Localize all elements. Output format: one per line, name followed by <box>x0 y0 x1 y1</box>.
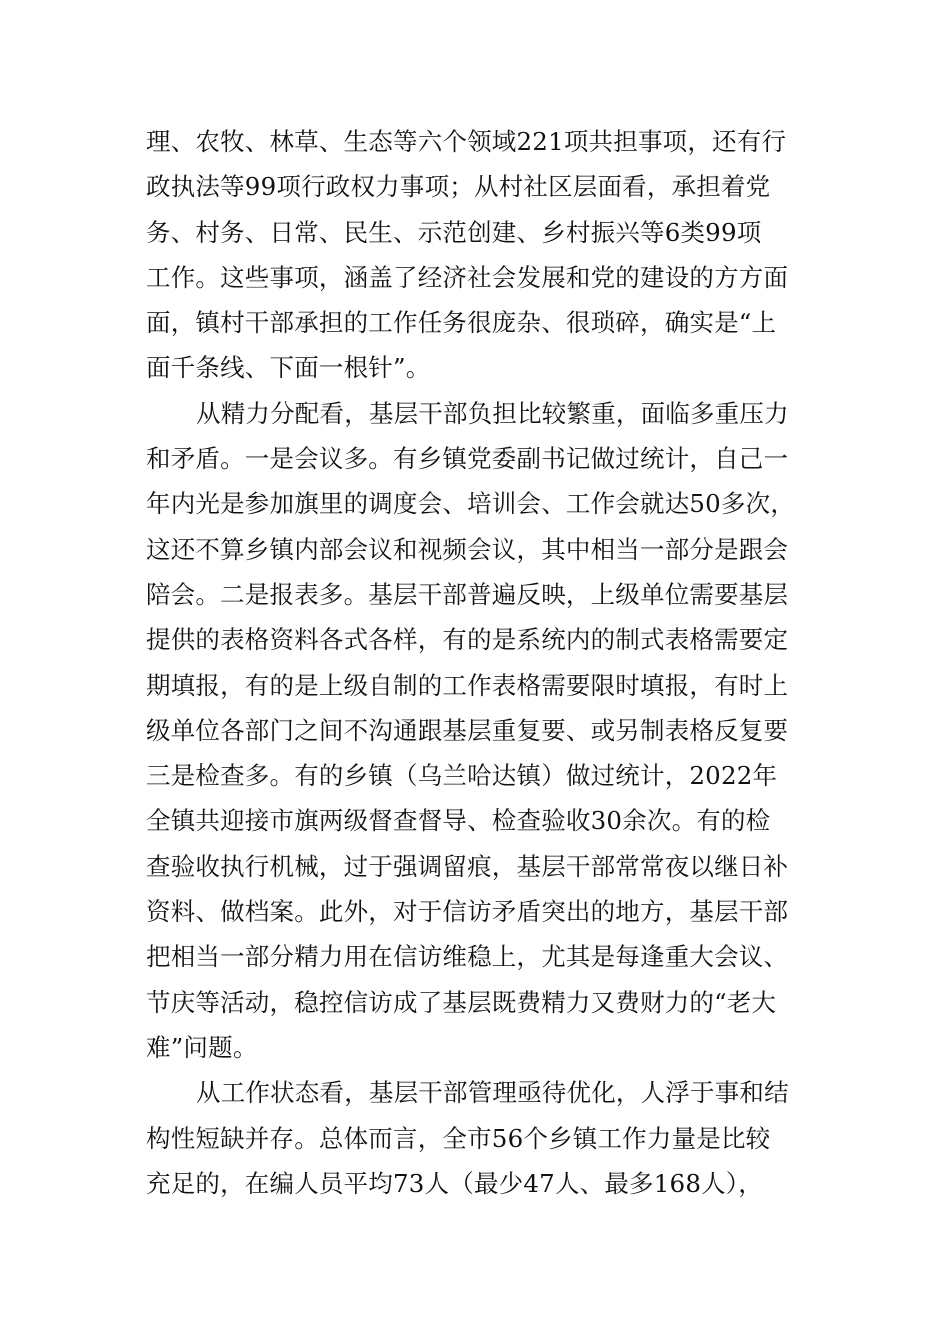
text-line: 查验收执行机械，过于强调留痕，基层干部常常夜以继日补 <box>146 851 789 881</box>
text-line: 难”问题。 <box>146 1032 258 1062</box>
text-line: 从工作状态看，基层干部管理亟待优化，人浮于事和结 <box>196 1078 789 1108</box>
text-line: 充足的，在编人员平均73人（最少47人、最多168人）， <box>146 1168 763 1198</box>
text-line: 节庆等活动，稳控信访成了基层既费精力又费财力的“老大 <box>146 987 777 1017</box>
text-line: 从精力分配看，基层干部负担比较繁重，面临多重压力 <box>196 398 789 428</box>
text-line: 工作。这些事项，涵盖了经济社会发展和党的建设的方方面 <box>146 262 789 292</box>
text-line: 全镇共迎接市旗两级督查督导、检查验收30余次。有的检 <box>146 806 771 836</box>
text-line: 务、村务、日常、民生、示范创建、乡村振兴等6类99项 <box>146 217 762 247</box>
text-line: 和矛盾。一是会议多。有乡镇党委副书记做过统计，自己一 <box>146 444 789 474</box>
paragraph-1 <box>146 119 810 391</box>
paragraph-3 <box>146 1070 810 1206</box>
text-line: 面千条线、下面一根针”。 <box>146 353 431 383</box>
text-line: 年内光是参加旗里的调度会、培训会、工作会就达50多次， <box>146 489 796 519</box>
paragraph-2 <box>146 391 810 1070</box>
text-line: 理、农牧、林草、生态等六个领域221项共担事项，还有行 <box>146 127 787 156</box>
text-line: 构性短缺并存。总体而言，全市56个乡镇工作力量是比较 <box>146 1123 771 1153</box>
document-page <box>146 119 810 1206</box>
text-line: 把相当一部分精力用在信访维稳上，尤其是每逢重大会议、 <box>146 942 789 972</box>
text-line: 政执法等99项行政权力事项；从村社区层面看，承担着党 <box>146 172 771 202</box>
text-line: 级单位各部门之间不沟通跟基层重复要、或另制表格反复要 <box>146 715 789 745</box>
text-line: 这还不算乡镇内部会议和视频会议，其中相当一部分是跟会 <box>146 534 789 564</box>
text-line: 期填报，有的是上级自制的工作表格需要限时填报，有时上 <box>146 670 789 700</box>
text-line: 提供的表格资料各式各样，有的是系统内的制式表格需要定 <box>146 625 789 655</box>
text-line: 资料、做档案。此外，对于信访矛盾突出的地方，基层干部 <box>146 897 789 927</box>
text-line: 面，镇村干部承担的工作任务很庞杂、很琐碎，确实是“上 <box>146 308 777 338</box>
text-line: 陪会。二是报表多。基层干部普遍反映，上级单位需要基层 <box>146 579 789 609</box>
text-line: 三是检查多。有的乡镇（乌兰哈达镇）做过统计，2022年 <box>146 761 778 791</box>
